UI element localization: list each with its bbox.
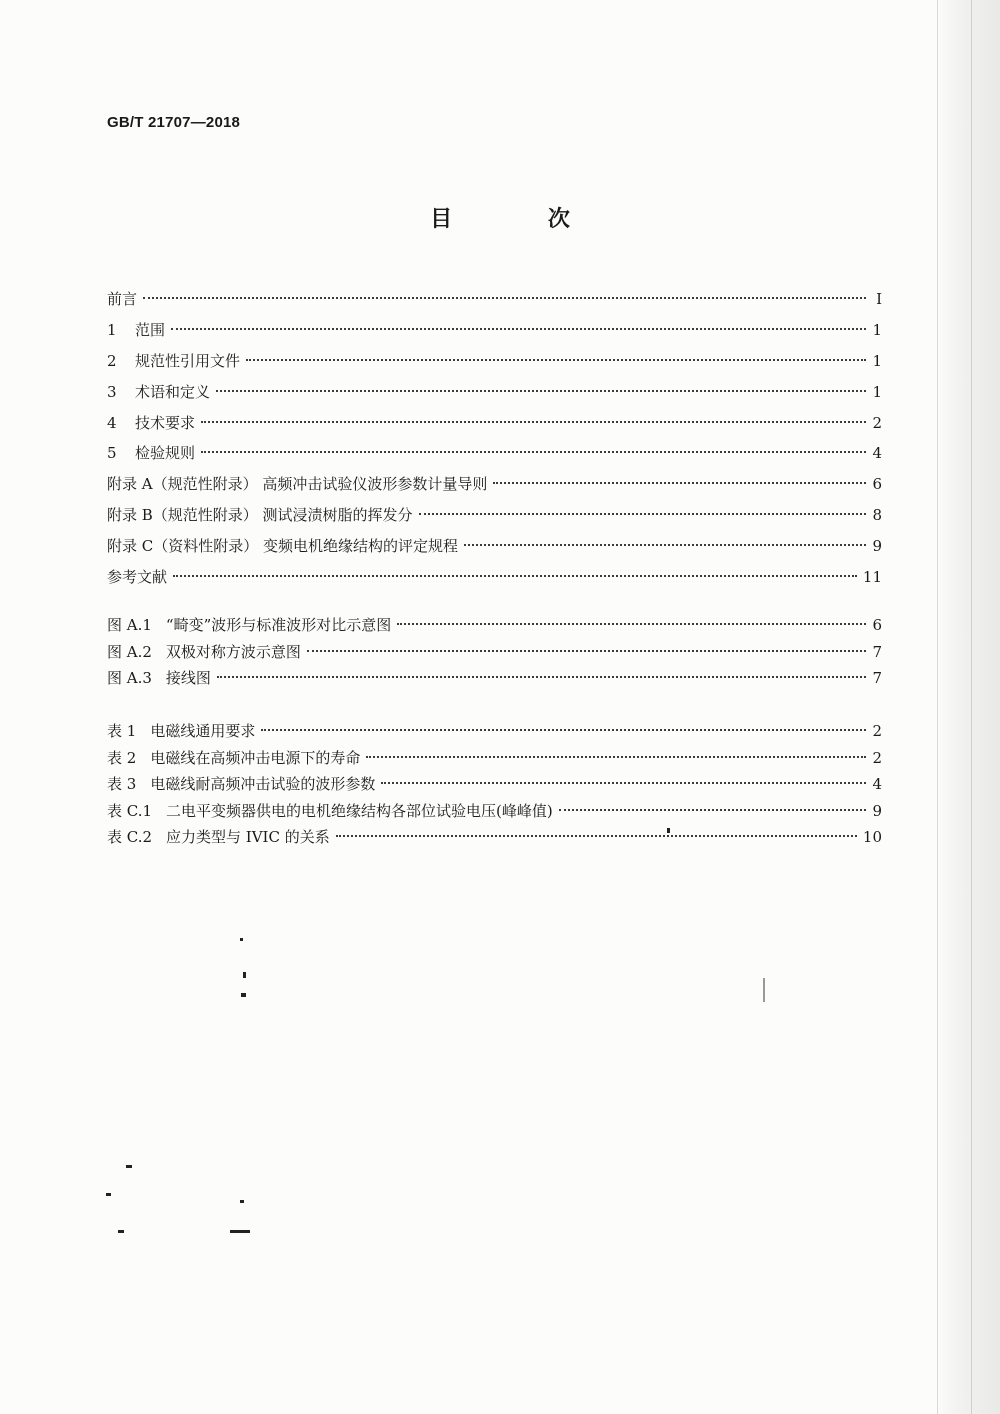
dot-leader bbox=[419, 513, 866, 515]
table-label: 应力类型与 IVIC 的关系 bbox=[166, 828, 330, 846]
toc-entry-page: Ⅰ bbox=[876, 290, 882, 308]
toc-entry-number: 5 bbox=[107, 444, 117, 463]
scan-speck bbox=[240, 938, 243, 941]
dot-leader bbox=[307, 650, 866, 652]
table-entry[interactable] bbox=[107, 745, 882, 772]
dot-leader bbox=[381, 782, 866, 784]
toc-entry-label: 范围 bbox=[135, 320, 166, 339]
dot-leader bbox=[201, 421, 866, 423]
toc-entry-label: 检验规则 bbox=[135, 444, 196, 463]
toc-entry-number: 3 bbox=[107, 382, 117, 401]
toc-entry[interactable] bbox=[107, 377, 882, 408]
dot-leader bbox=[493, 482, 866, 484]
table-number: 表 1 bbox=[107, 722, 137, 740]
figure-entry[interactable] bbox=[107, 639, 882, 666]
table-number: 表 C.2 bbox=[107, 828, 153, 846]
toc-entry[interactable] bbox=[107, 284, 882, 315]
figure-label: 双极对称方波示意图 bbox=[165, 642, 301, 661]
figure-number: 图 A.1 bbox=[107, 616, 152, 634]
dot-leader bbox=[143, 297, 866, 299]
scan-speck bbox=[667, 828, 670, 833]
figure-entry[interactable] bbox=[107, 612, 882, 639]
table-number: 表 C.1 bbox=[107, 801, 153, 820]
toc-entry-page: 1 bbox=[872, 382, 882, 401]
dot-leader bbox=[216, 390, 866, 392]
toc-entry-page: 4 bbox=[872, 444, 882, 463]
dot-leader bbox=[246, 359, 866, 361]
dot-leader bbox=[366, 756, 866, 758]
dot-leader bbox=[201, 451, 866, 453]
toc-entry-label: 前言 bbox=[107, 290, 138, 308]
table-label: 电磁线通用要求 bbox=[150, 722, 256, 740]
toc-entry[interactable] bbox=[107, 315, 882, 346]
dot-leader bbox=[171, 328, 866, 330]
toc-entry-label: 参考文献 bbox=[107, 568, 168, 587]
scan-speck bbox=[241, 993, 246, 997]
dot-leader bbox=[336, 835, 857, 837]
toc-entry[interactable] bbox=[107, 469, 882, 500]
scan-speck bbox=[240, 1200, 244, 1203]
toc-entry[interactable] bbox=[107, 408, 882, 439]
toc-entry-page: 11 bbox=[862, 568, 882, 587]
table-entry[interactable] bbox=[107, 798, 882, 825]
toc-entry[interactable] bbox=[107, 562, 882, 593]
toc-entry-label: 附录 A（规范性附录） 高频冲击试验仪波形参数计量导则 bbox=[107, 475, 488, 494]
scan-speck bbox=[230, 1230, 250, 1233]
toc-entry-page: 1 bbox=[872, 320, 882, 339]
scan-speck bbox=[106, 1193, 111, 1196]
dot-leader bbox=[397, 623, 866, 625]
table-page: 9 bbox=[872, 801, 882, 820]
toc-entry-label: 规范性引用文件 bbox=[135, 351, 241, 370]
table-list bbox=[107, 718, 882, 851]
figure-list bbox=[107, 612, 882, 692]
figure-page: 7 bbox=[872, 642, 882, 661]
toc-entry-label: 附录 B（规范性附录） 测试浸渍树脂的挥发分 bbox=[107, 506, 413, 525]
toc-entry[interactable] bbox=[107, 346, 882, 377]
dot-leader bbox=[559, 809, 866, 811]
scan-speck bbox=[118, 1230, 124, 1233]
document-code: GB/T 21707—2018 bbox=[107, 114, 241, 131]
toc-entry-label: 附录 C（资料性附录） 变频电机绝缘结构的评定规程 bbox=[107, 537, 459, 556]
toc-entry-label: 技术要求 bbox=[135, 413, 196, 432]
table-page: 4 bbox=[872, 775, 882, 793]
toc-entry-page: 8 bbox=[872, 506, 882, 525]
figure-label: 接线图 bbox=[165, 669, 211, 687]
figure-page: 7 bbox=[872, 669, 882, 687]
toc-entry-number: 2 bbox=[107, 351, 117, 370]
table-page: 2 bbox=[872, 748, 882, 767]
figure-entry[interactable] bbox=[107, 665, 882, 692]
figure-number: 图 A.2 bbox=[107, 642, 152, 661]
toc-entry[interactable] bbox=[107, 531, 882, 562]
table-label: 二电平变频器供电的电机绝缘结构各部位试验电压(峰峰值) bbox=[166, 801, 553, 820]
dot-leader bbox=[217, 676, 866, 678]
figure-page: 6 bbox=[872, 616, 882, 634]
figure-number: 图 A.3 bbox=[107, 669, 152, 687]
toc-entry-label: 术语和定义 bbox=[135, 382, 211, 401]
table-label: 电磁线耐高频冲击试验的波形参数 bbox=[150, 775, 376, 793]
table-label: 电磁线在高频冲击电源下的寿命 bbox=[150, 748, 361, 767]
dot-leader bbox=[464, 544, 866, 546]
dot-leader bbox=[173, 575, 857, 577]
figure-label: “畸变”波形与标准波形对比示意图 bbox=[165, 616, 392, 634]
toc-entry[interactable] bbox=[107, 500, 882, 531]
table-page: 10 bbox=[862, 828, 882, 846]
toc-entry-number: 1 bbox=[107, 320, 117, 339]
toc-main-list bbox=[107, 284, 882, 593]
table-page: 2 bbox=[872, 722, 882, 740]
toc-entry-page: 6 bbox=[872, 475, 882, 494]
table-entry[interactable] bbox=[107, 824, 882, 851]
table-number: 表 2 bbox=[107, 748, 137, 767]
table-entry[interactable] bbox=[107, 771, 882, 798]
toc-entry-page: 1 bbox=[872, 351, 882, 370]
toc-entry-page: 9 bbox=[872, 537, 882, 556]
toc-entry-number: 4 bbox=[107, 413, 117, 432]
toc-title: 目 次 bbox=[430, 207, 614, 232]
table-entry[interactable] bbox=[107, 718, 882, 745]
toc-entry-page: 2 bbox=[872, 413, 882, 432]
dot-leader bbox=[261, 729, 866, 731]
toc-entry[interactable] bbox=[107, 438, 882, 469]
table-number: 表 3 bbox=[107, 775, 137, 793]
scan-speck bbox=[763, 978, 765, 1002]
scan-speck bbox=[126, 1165, 132, 1168]
scan-speck bbox=[243, 972, 246, 978]
